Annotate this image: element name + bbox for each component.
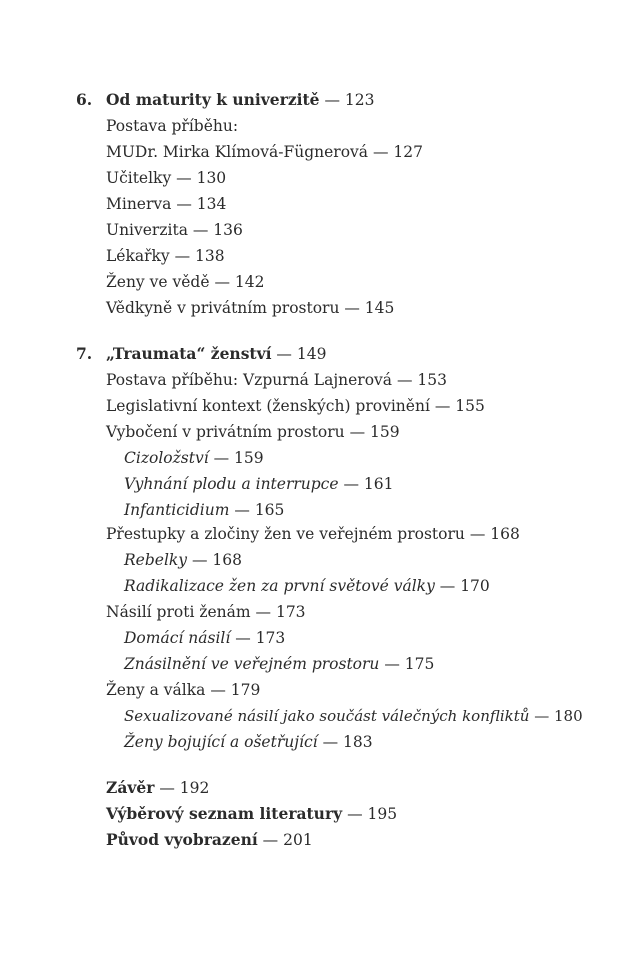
entry-title: Postava příběhu: Vzpurná Lajnerová — [106, 371, 393, 389]
entry-title: Ženy ve vědě — [106, 273, 210, 291]
page-number: — 155 — [434, 397, 485, 415]
toc-entry — [106, 298, 394, 318]
entry-title: MUDr. Mirka Klímová-Fügnerová — [106, 143, 369, 161]
toc-endmatter-entry — [106, 778, 209, 798]
toc-entry — [106, 602, 306, 622]
entry-title: Vyhnání plodu a interrupce — [124, 475, 339, 493]
page-number: — 168 — [191, 551, 242, 569]
page-number: — 138 — [174, 247, 225, 265]
entry-title: Cizoložství — [124, 449, 209, 467]
entry-title: Postava příběhu: — [106, 117, 239, 135]
page-number: — 130 — [176, 169, 227, 187]
page-number: — 159 — [213, 449, 264, 467]
toc-subentry — [124, 732, 373, 752]
page-number: — 134 — [176, 195, 227, 213]
page-number: — 168 — [469, 525, 520, 543]
entry-title: Ženy bojující a ošetřující — [124, 733, 318, 751]
toc-subentry — [124, 448, 264, 468]
entry-title: Vybočení v privátním prostoru — [106, 423, 345, 441]
entry-title: Minerva — [106, 195, 172, 213]
page-number: — 136 — [192, 221, 243, 239]
entry-title: Původ vyobrazení — [106, 830, 258, 849]
chapter-number: 7. — [76, 344, 93, 363]
page-number: — 153 — [396, 371, 447, 389]
entry-title: Univerzita — [106, 221, 188, 239]
toc-entry — [106, 396, 485, 416]
page-number: — 183 — [322, 733, 373, 751]
entry-title: Infanticidium — [124, 501, 230, 519]
page-number: — 123 — [324, 91, 375, 109]
toc-subentry — [124, 628, 285, 648]
page-number: — 170 — [439, 577, 490, 595]
toc-entry — [106, 422, 400, 442]
entry-title: Přestupky a zločiny žen ve veřejném prostoru — [106, 525, 465, 543]
page-number: — 192 — [159, 779, 210, 797]
toc-entry — [106, 246, 225, 266]
toc-subentry — [124, 654, 434, 674]
entry-title: Vědkyně v privátním prostoru — [106, 299, 340, 317]
page-number: — 175 — [384, 655, 435, 673]
page-number: — 179 — [210, 681, 261, 699]
page-number: — 180 — [534, 707, 583, 725]
toc-entry — [106, 168, 226, 188]
page-number: — 159 — [349, 423, 400, 441]
chapter-title: Od maturity k univerzitě — [106, 90, 320, 109]
entry-title: Závěr — [106, 778, 155, 797]
entry-title: Znásilnění ve veřejném prostoru — [124, 655, 380, 673]
toc-subentry — [124, 550, 242, 570]
page-number: — 127 — [372, 143, 423, 161]
toc-entry — [106, 370, 447, 390]
entry-title: Násilí proti ženám — [106, 603, 251, 621]
page-number: — 145 — [344, 299, 395, 317]
toc-subentry — [124, 706, 583, 726]
entry-title: Domácí násilí — [124, 629, 231, 647]
page-number: — 149 — [276, 345, 327, 363]
toc-entry — [106, 220, 243, 240]
chapter-heading — [106, 90, 375, 110]
page-number: — 165 — [234, 501, 285, 519]
toc-entry — [106, 116, 238, 136]
page-number: — 201 — [262, 831, 313, 849]
page-number: — 173 — [255, 603, 306, 621]
page-number: — 161 — [343, 475, 394, 493]
toc-subentry — [124, 500, 284, 520]
chapter-number: 6. — [76, 90, 93, 109]
entry-title: Lékařky — [106, 247, 170, 265]
toc-endmatter-entry — [106, 830, 313, 850]
chapter-heading — [106, 344, 326, 364]
entry-title: Výběrový seznam literatury — [106, 804, 343, 823]
toc-entry — [106, 524, 520, 544]
toc-entry — [106, 680, 260, 700]
page-number: — 173 — [235, 629, 286, 647]
entry-title: Ženy a válka — [106, 681, 206, 699]
toc-endmatter-entry — [106, 804, 397, 824]
entry-title: Rebelky — [124, 551, 188, 569]
entry-title: Radikalizace žen za první světové války — [124, 577, 435, 595]
page-number: — 195 — [347, 805, 398, 823]
page-number: — 142 — [214, 273, 265, 291]
toc-entry — [106, 194, 226, 214]
toc-subentry — [124, 576, 490, 596]
toc-entry — [106, 142, 423, 162]
entry-title: Učitelky — [106, 169, 172, 187]
entry-title: Sexualizované násilí jako součást válečných konfliktů — [124, 707, 530, 725]
toc-entry — [106, 272, 264, 292]
entry-title: Legislativní kontext (ženských) provinění — [106, 397, 430, 415]
toc-subentry — [124, 474, 393, 494]
chapter-title: „Traumata“ ženství — [106, 344, 272, 363]
